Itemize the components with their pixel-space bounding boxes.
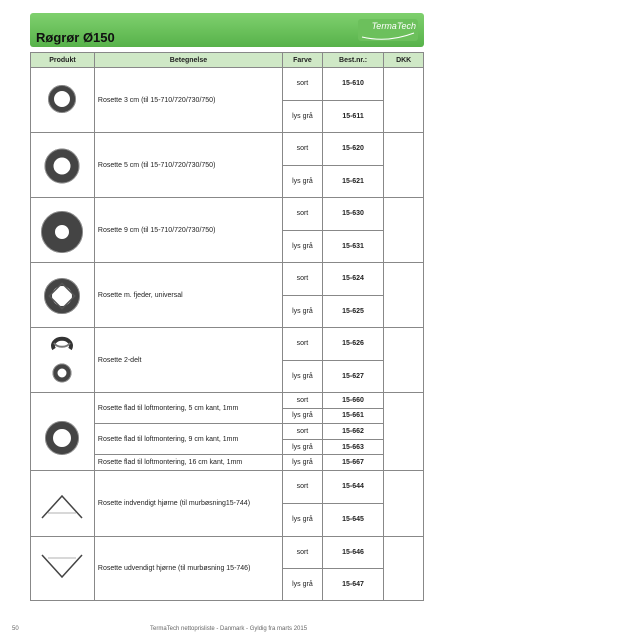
product-description: Rosette flad til loftmontering, 9 cm kant, 1mm bbox=[94, 424, 282, 455]
product-color: sort bbox=[283, 68, 323, 101]
product-number: 15-611 bbox=[322, 100, 384, 133]
product-color: sort bbox=[283, 424, 323, 440]
col-farve: Farve bbox=[283, 53, 323, 68]
product-color: lys grå bbox=[283, 408, 323, 424]
table-row bbox=[31, 328, 424, 361]
product-number: 15-660 bbox=[322, 393, 384, 409]
product-number: 15-661 bbox=[322, 408, 384, 424]
product-number: 15-621 bbox=[322, 165, 384, 198]
table-row bbox=[31, 393, 424, 409]
page-number: 50 bbox=[12, 626, 19, 632]
product-color: sort bbox=[283, 328, 323, 361]
ring-diamond-icon bbox=[31, 263, 95, 328]
product-color: sort bbox=[283, 133, 323, 166]
product-description: Rosette 2-delt bbox=[94, 328, 282, 393]
col-produkt: Produkt bbox=[31, 53, 95, 68]
ring-large-icon bbox=[31, 198, 95, 263]
product-number: 15-662 bbox=[322, 424, 384, 440]
product-number: 15-667 bbox=[322, 455, 384, 471]
product-number: 15-645 bbox=[322, 503, 384, 536]
product-color: sort bbox=[283, 470, 323, 503]
price-cell bbox=[384, 263, 424, 328]
product-description: Rosette 5 cm (til 15-710/720/730/750) bbox=[94, 133, 282, 198]
product-description: Rosette flad til loftmontering, 16 cm kant, 1mm bbox=[94, 455, 282, 471]
product-number: 15-646 bbox=[322, 536, 384, 568]
ring-small-icon bbox=[31, 68, 95, 133]
product-number: 15-626 bbox=[322, 328, 384, 361]
product-color: lys grå bbox=[283, 295, 323, 328]
product-color: sort bbox=[283, 536, 323, 568]
ring-split-icon bbox=[31, 328, 95, 393]
product-color: sort bbox=[283, 198, 323, 231]
price-cell bbox=[384, 328, 424, 393]
product-description: Rosette udvendigt hjørne (til murbøsning 15-746) bbox=[94, 536, 282, 600]
product-number: 15-630 bbox=[322, 198, 384, 231]
product-number: 15-647 bbox=[322, 568, 384, 600]
product-color: lys grå bbox=[283, 230, 323, 263]
product-color: lys grå bbox=[283, 455, 323, 471]
product-number: 15-631 bbox=[322, 230, 384, 263]
price-cell bbox=[384, 198, 424, 263]
table-row bbox=[31, 68, 424, 101]
table-row bbox=[31, 263, 424, 296]
product-number: 15-663 bbox=[322, 439, 384, 455]
col-dkk: DKK bbox=[384, 53, 424, 68]
product-description: Rosette flad til loftmontering, 5 cm kant, 1mm bbox=[94, 393, 282, 424]
col-betegnelse: Betegnelse bbox=[94, 53, 282, 68]
product-color: sort bbox=[283, 393, 323, 409]
product-color: lys grå bbox=[283, 439, 323, 455]
product-description: Rosette 3 cm (til 15-710/720/730/750) bbox=[94, 68, 282, 133]
col-bestnr: Best.nr.: bbox=[322, 53, 384, 68]
price-cell bbox=[384, 536, 424, 600]
product-number: 15-620 bbox=[322, 133, 384, 166]
page-header bbox=[30, 13, 424, 47]
product-description: Rosette 9 cm (til 15-710/720/730/750) bbox=[94, 198, 282, 263]
product-color: lys grå bbox=[283, 165, 323, 198]
product-color: lys grå bbox=[283, 360, 323, 393]
product-description: Rosette m. fjeder, universal bbox=[94, 263, 282, 328]
product-color: lys grå bbox=[283, 568, 323, 600]
table-row bbox=[31, 133, 424, 166]
termatech-logo bbox=[358, 19, 418, 41]
corner-outer-icon bbox=[31, 536, 95, 600]
product-color: sort bbox=[283, 263, 323, 296]
ring-medium-icon bbox=[31, 133, 95, 198]
product-color: lys grå bbox=[283, 503, 323, 536]
price-cell bbox=[384, 470, 424, 536]
product-number: 15-610 bbox=[322, 68, 384, 101]
product-number: 15-627 bbox=[322, 360, 384, 393]
table-header-row bbox=[31, 53, 424, 68]
product-number: 15-625 bbox=[322, 295, 384, 328]
price-cell bbox=[384, 393, 424, 471]
logo-text: TermaTech bbox=[371, 21, 416, 31]
table-row bbox=[31, 536, 424, 568]
product-number: 15-624 bbox=[322, 263, 384, 296]
product-description: Rosette indvendigt hjørne (til murbøsning15-744) bbox=[94, 470, 282, 536]
product-color: lys grå bbox=[283, 100, 323, 133]
footer-text: TermaTech nettoprisliste - Danmark - Gyldig fra marts 2015 bbox=[150, 626, 308, 632]
table-row bbox=[31, 198, 424, 231]
page-title: Røgrør Ø150 bbox=[36, 30, 115, 45]
price-cell bbox=[384, 133, 424, 198]
corner-inner-icon bbox=[31, 470, 95, 536]
product-number: 15-644 bbox=[322, 470, 384, 503]
product-table bbox=[30, 52, 424, 601]
table-row bbox=[31, 470, 424, 503]
price-cell bbox=[384, 68, 424, 133]
ring-flat-icon bbox=[31, 393, 95, 471]
